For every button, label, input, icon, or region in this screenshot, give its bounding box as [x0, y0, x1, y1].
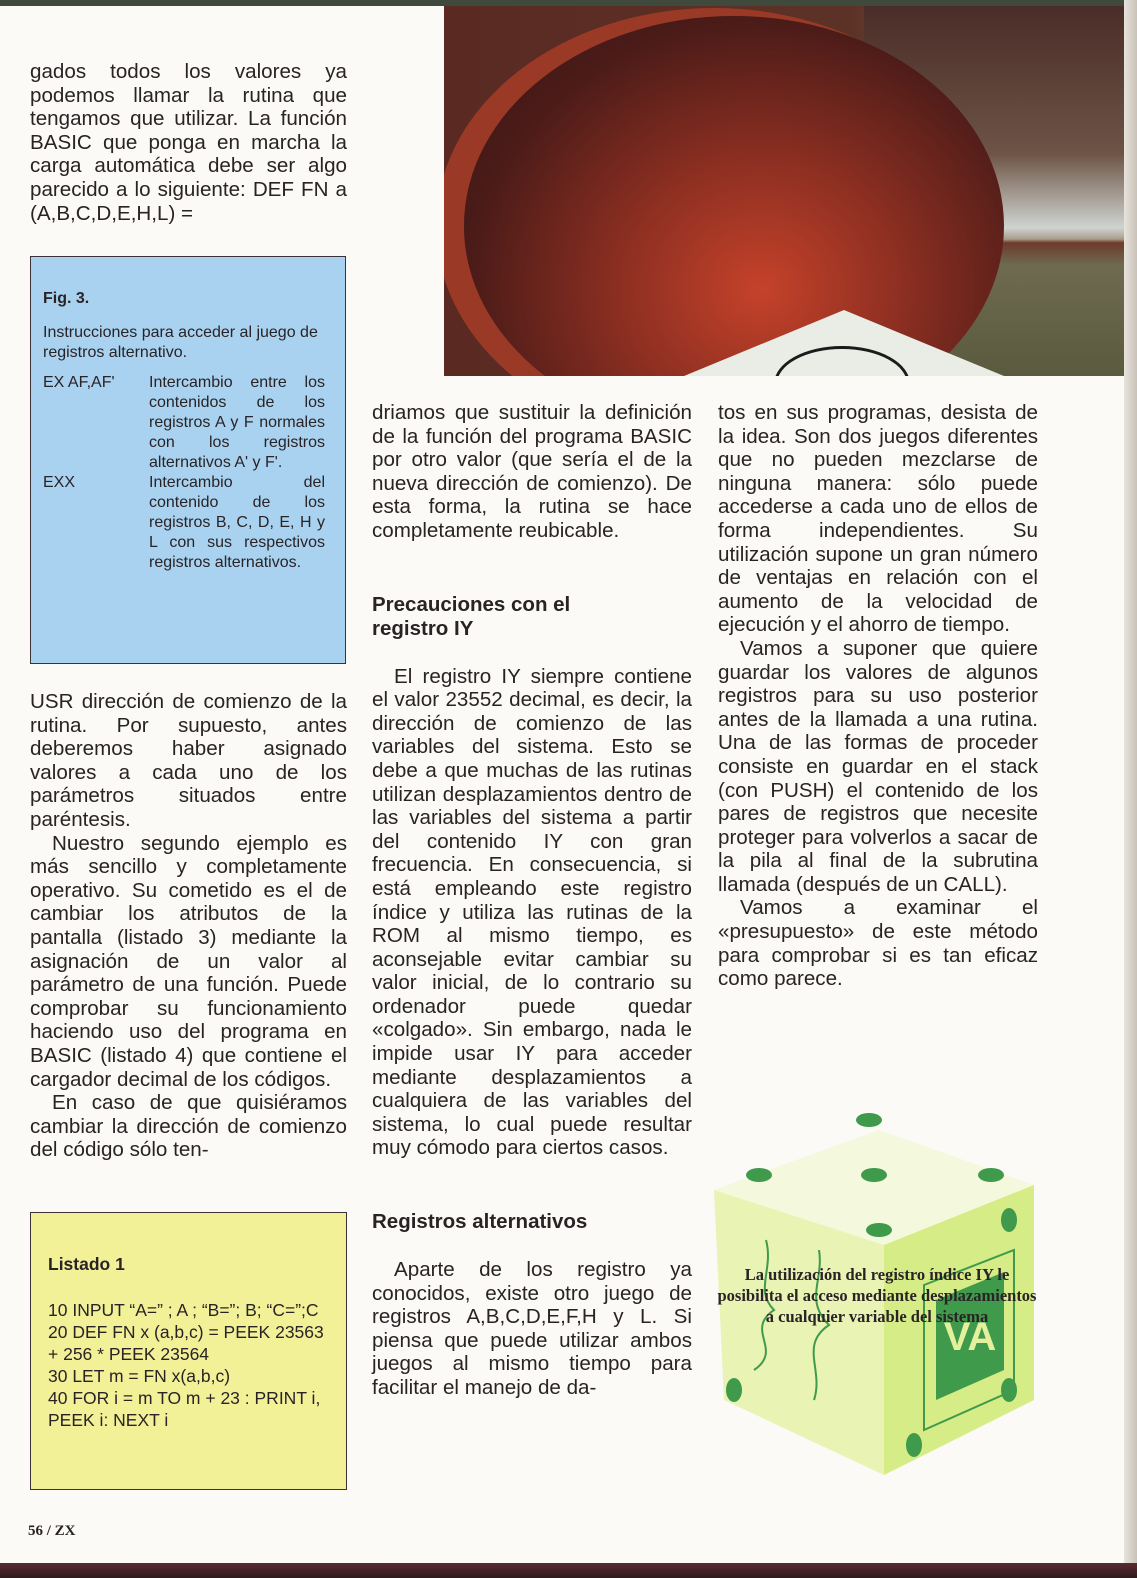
dice-pip — [861, 1168, 887, 1182]
dice-face-label: VA — [943, 1315, 997, 1359]
col3-paragraph-two-sets: tos en sus programas, desista de la idea. Son dos juegos diferentes que no pueden mezclarse de ninguna manera: sólo puede accederse a cada uno de ellos de forma independientes. Su utilización supone un gran número de ventajas en relación con el aumento de la velocidad de ejecución y el ahorro de tiempo. — [718, 401, 1038, 637]
listing-1-box — [30, 1212, 347, 1490]
listing-1-line: 40 FOR i = m TO m + 23 : PRINT i, PEEK i: NEXT i — [48, 1388, 326, 1430]
illustration-caption: La utilización del registro índice IY le posibilita el acceso mediante desplazamientos a cualquier variable del sistema — [717, 1265, 1037, 1326]
dice-pip — [856, 1113, 882, 1127]
instruction-exx-description: Intercambio del contenido de los registros B, C, D, E, H y L con sus respectivos registros alternativos. — [149, 474, 325, 571]
page-footer-folio: 56 / ZX — [28, 1523, 76, 1539]
heading-iy-precautions: Precauciones con el registro IY — [372, 592, 571, 640]
figure-3-row — [43, 473, 333, 573]
col3-paragraph-push-stack: Vamos a suponer que quiere guardar los valores de algunos registros para su uso posterior antes de la llamada a una rutina. Una de las formas de proceder consiste en guardar en el stack (con PUSH) el contenido de los pares de registros que necesite proteger para volverlos a sacar de la pila al final de la subrutina llamada (después de un CALL). — [718, 636, 1038, 896]
figure-3-box — [30, 256, 346, 664]
col1-paragraph-usr: USR dirección de comienzo de la rutina. Por supuesto, antes deberemos haber asignado valores a cada uno de los parámetros situados entre paréntesis. — [30, 690, 347, 831]
col1-intro-paragraph: gados todos los valores ya podemos llamar la rutina que tengamos que utilizar. La función BASIC que ponga en marcha la carga automática debe ser algo parecido a lo siguiente: DEF FN a (A,B,C,D,E,H,L) = — [30, 60, 347, 225]
instruction-ex-af-description: Intercambio entre los contenidos de los registros A y F normales con los registros alternativos A' y F'. — [149, 374, 325, 471]
instruction-ex-af: EX AF,AF' — [43, 374, 115, 391]
dice-pip — [906, 1433, 922, 1457]
col1-paragraph-second-example: Nuestro segundo ejemplo es más sencillo y completamente operativo. Su cometido es el de cambiar los atributos de la pantalla (listado 3) mediante la asignación de un valor al parámetro de una función. Puede comprobar su funcionamiento haciendo uso del programa en BASIC (listado 4) que contiene el cargador decimal de los códigos. — [30, 831, 347, 1091]
figure-3-intro: Instrucciones para acceder al juego de registros alternativo. — [43, 324, 318, 361]
listing-1-title: Listado 1 — [48, 1254, 125, 1274]
col2-paragraph-relocatable: driamos que sustituir la definición de la función del programa BASIC por otro valor (que sería el de la nueva dirección de comienzo). De esta forma, la rutina se hace completamente reubicable. — [372, 401, 692, 542]
dice-pip — [1001, 1208, 1017, 1232]
dice-pip — [726, 1378, 742, 1402]
col3-paragraph-budget: Vamos a examinar el «presupuesto» de este método para comprobar si es tan eficaz como parece. — [718, 896, 1038, 991]
copper-drum-photo — [444, 6, 1124, 376]
column-3 — [718, 401, 1038, 991]
listing-1-line: 30 LET m = FN x(a,b,c) — [48, 1366, 231, 1386]
dice-pip — [866, 1223, 892, 1237]
col2-paragraph-iy-register: El registro IY siempre contiene el valor 23552 decimal, es decir, la dirección de comienzo de las variables del sistema. Esto se debe a que muchas de las rutinas utilizan desplazamientos dentro de las variables del sistema a partir del contenido IY con gran frecuencia. En consecuencia, si está empleando este registro índice y utiliza las rutinas de la ROM al mismo tiempo, es aconsejable evitar cambiar su valor inicial, de lo contrario su ordenador puede quedar «colgado». Sin embargo, nada le impide usar IY para acceder mediante desplazamientos a cualquiera de las variables del sistema, lo cual puede resultar muy cómodo para ciertos casos. — [372, 664, 692, 1160]
figure-3-row — [43, 373, 333, 473]
instruction-exx: EXX — [43, 474, 76, 491]
col2-paragraph-alternative-registers: Aparte de los registro ya conocidos, existe otro juego de registros A,B,C,D,E,F,H y L. Si piensa que puede utilizar ambos juegos al mismo tiempo para facilitar el manejo de da- — [372, 1258, 692, 1399]
dice-pip — [746, 1168, 772, 1182]
listing-1-line: 20 DEF FN x (a,b,c) = PEEK 23563 + 256 * PEEK 23564 — [48, 1322, 329, 1364]
page-gutter-edge — [1124, 0, 1137, 1578]
column-1-intro — [30, 60, 347, 225]
figure-3-title: Fig. 3. — [43, 290, 90, 307]
col1-paragraph-change-address: En caso de que quisiéramos cambiar la dirección de comienzo del código sólo ten- — [30, 1091, 347, 1162]
column-2 — [372, 401, 692, 1400]
listing-1-line: 10 INPUT “A=” ; A ; “B=”; B; “C=”;C — [48, 1300, 319, 1320]
bottom-edge-band — [0, 1563, 1137, 1578]
dice-pip — [978, 1168, 1004, 1182]
heading-alternative-registers: Registros alternativos — [372, 1210, 588, 1234]
column-1-body — [30, 690, 347, 1162]
